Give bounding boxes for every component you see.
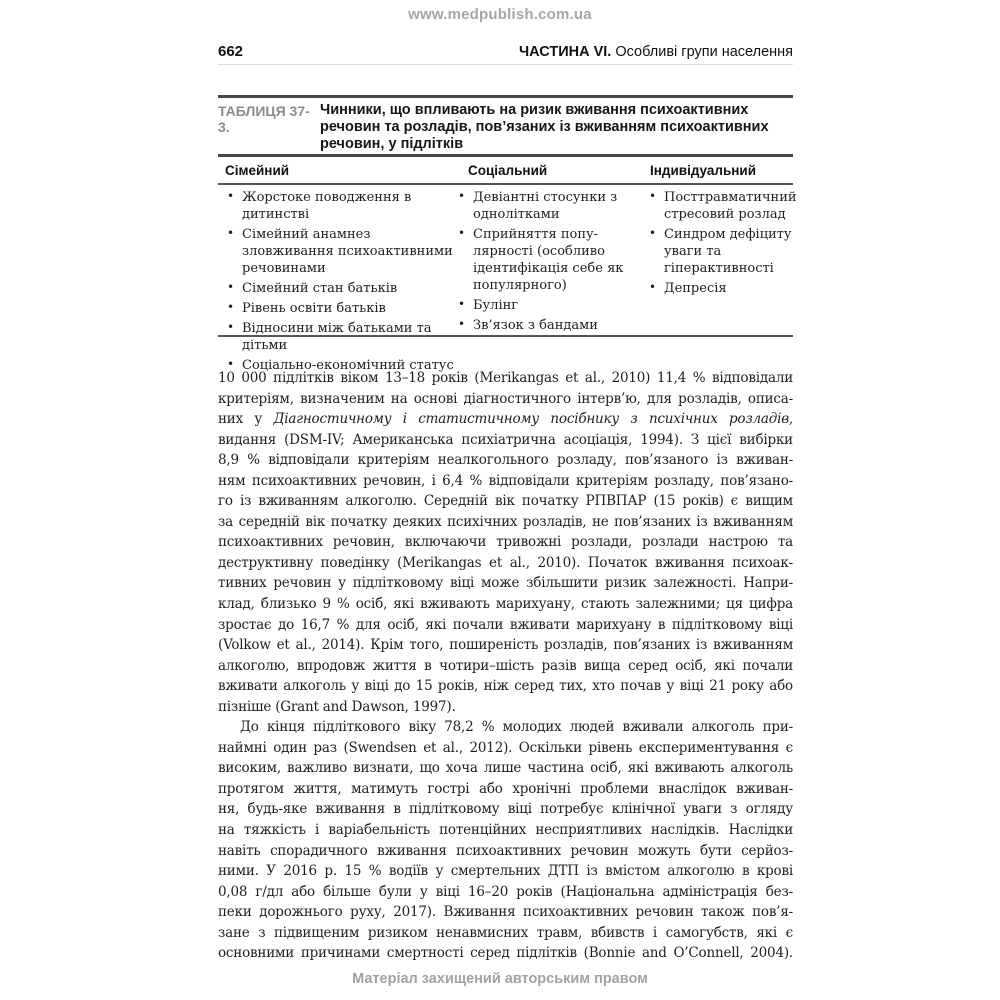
body-segment: пеки дорожнього руху, 2017). Вживання психоактивних речовин також пов’я- [218,904,793,921]
body-line [218,717,793,738]
table-column-header: Сімейний [225,163,290,178]
body-segment: навіть спорадичного вживання психоактивних речовин можуть бути серйоз- [218,842,793,859]
body-line [218,512,793,533]
body-segment: наймні один раз (Swendsen et al., 2012). Оскільки рівень експериментування є [218,739,793,756]
page-number: 662 [218,43,244,60]
body-line [218,923,793,944]
body-line [218,779,793,800]
body-segment: пізніше (Grant and Dawson, 1997). [218,698,456,715]
table-bullet-item: • Девіантні стосунки з однолітками [457,189,629,223]
body-segment: деструктивну поведінку (Merikangas et al., 2010). Початок вживання психоак- [218,554,793,571]
body-line [218,902,793,923]
body-segment: алкоголю, впродовж життя в чотири–шість разів вища серед осіб, які почали [218,657,793,674]
body-line [218,532,793,553]
body-line [218,594,793,615]
body-segment: зане з підвищеним ризиком ненавмисних травм, вбивств і самогубств, які є [218,924,793,941]
body-segment: ням психоактивних речовин, і 6,4 % відповідали критеріям розладу, пов’язано- [218,472,793,489]
table-bullet-item: • Зв’язок з бандами [457,317,629,334]
body-segment: ня, будь-яке вживання в підлітковому віці потребує клінічної уваги з огляду [218,801,793,818]
body-segment: високим, важливо визнати, що хоча лише частина осіб, які вживають алкоголь [218,760,793,777]
body-line [218,615,793,636]
chapter-heading [519,44,793,60]
table-title-row [218,98,793,154]
body-segment: До кінця підліткового віку 78,2 % молодих людей вживали алкоголь при- [240,719,793,736]
body-line [218,738,793,759]
body-segment: критеріям, визначеним на основі діагностичного інтерв’ю, для розладів, описа- [218,390,793,407]
table-label: ТАБЛИЦЯ 37-3. [218,103,310,135]
footer-copyright: Матеріал захищений авторським правом [352,971,648,987]
body-line [218,430,793,451]
body-line [218,861,793,882]
body-line [218,450,793,471]
body-segment: зростає до 16,7 % для осіб, які почали вживати марихуану в підлітковому віці [218,616,793,633]
table-bullet-item: • Рівень освіти батьків [226,300,456,317]
body-segment: го із вживанням алкоголю. Середній вік початку РПВПАР (15 років) є вищим [218,493,793,510]
running-head [218,43,793,60]
body-segment: 10 000 підлітків віком 13–18 років (Merikangas et al., 2010) 11,4 % відповідали [218,370,793,386]
table-bullet-item: • Булінг [457,297,629,314]
body-line [218,758,793,779]
table-bullet-item: • Сімейний анамнез зловживання психоактивними речовинами [226,226,456,277]
body-line [218,841,793,862]
table-bullet-item: • Соціально-економічний статус [226,357,456,374]
table-title-line: речовин, у підлітків [320,136,464,152]
part-title: Особливі групи населення [615,44,793,60]
body-segment: за середній вік початку деяких психічних розладів, не пов’язаних із вживанням [218,513,793,530]
table-bullet-item: • Синдром дефіциту уваги та гіперактивності [648,226,793,277]
table-column-header: Соціальний [468,163,548,178]
table-title [320,102,769,153]
body-segment: основними причинами смертності серед підлітків (Bonnie and O’Connell, 2004). [218,945,793,962]
body-segment: на тяжкість і варіабельність потенційних несприятливих наслідків. Наслідки [218,822,793,839]
body-segment: 8,9 % відповідали критеріям неалкогольного розладу, пов’язаного із вживан- [218,452,793,469]
body-segment: вживати алкоголь у віці до 15 років, ніж серед тих, хто почав у віці 21 року або [218,678,793,695]
body-line [218,820,793,841]
body-line [218,943,793,964]
body-line [218,656,793,677]
body-line [218,491,793,512]
body-segment: них у [218,411,274,428]
body-segment: протягом життя, матимуть гострі або хронічні проблеми внаслідок вживан- [218,780,793,797]
table-bullet-item: • Депресія [648,280,793,297]
body-segment: 0,08 г/дл або більше були у віці 16–20 років (Національна адміністрація без- [218,883,793,900]
body-line [218,799,793,820]
table-37-3 [218,95,797,373]
body-segment: клад, близько 9 % осіб, які вживають марихуану, стають залежними; ця цифра [218,596,793,613]
body-line [218,573,793,594]
body-line [218,389,793,410]
body-line [218,471,793,492]
body-line [218,368,793,389]
table-column [648,189,797,300]
body-italic-segment: Діагностичному і статистичному посібнику з психічних розладів, [273,411,793,428]
body-text [218,368,793,964]
body-segment: ними. У 2016 р. 15 % водіїв у смертельних ДТП із вмістом алкоголю в крові [218,863,793,880]
body-line [218,697,793,718]
body-line [218,676,793,697]
part-label: ЧАСТИНА VI. [518,44,612,60]
body-segment: видання (DSM-IV; Американська психіатрична асоціація, 1994). З цієї вибірки [218,431,793,448]
body-segment: тивних речовин у підлітковому віці може збільшити ризик залежності. Напри- [218,575,793,592]
body-line [218,635,793,656]
body-line [218,882,793,903]
body-line [218,553,793,574]
body-segment: психоактивних речовин, включаючи тривожні розлади, розлади настрою та [218,534,793,551]
table-bullet-item: • Жорстоке поводження в дитинстві [226,189,456,223]
table-title-line: Чинники, що впливають на ризик вживання психоактивних [320,102,749,118]
body-line [218,409,793,430]
table-bullet-item: • Відносини між батьками та дітьми [226,320,456,354]
table-column [226,189,456,377]
table-bullet-item: • Сімейний стан батьків [226,280,456,297]
table-column-header: Індивідуальний [650,163,757,178]
table-title-line: речовин та розладів, пов’язаних із вживанням психоактивних [320,119,769,135]
table-body [218,185,797,373]
header-rule [218,64,793,65]
table-bullet-item: • Посттравматичний стресовий розлад [648,189,793,223]
watermark-text: www.medpublish.com.ua [408,6,592,23]
body-segment: (Volkow et al., 2014). Крім того, поширеність розладів, пов’язаних із вживанням [218,637,793,654]
table-column-headers [218,157,793,183]
table-bullet-item: • Сприйняття популярності (особливо ідентифікація себе як популярного) [457,226,629,294]
table-column [457,189,629,337]
